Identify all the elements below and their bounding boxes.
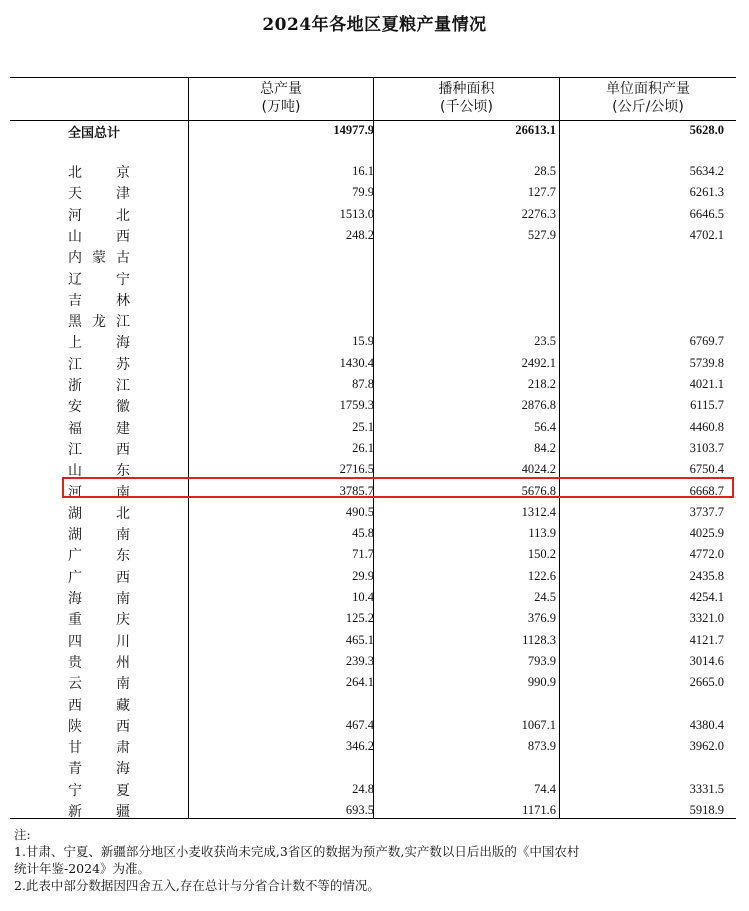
region-name-char: 湖: [68, 505, 82, 522]
output-value: 1513.0: [339, 206, 374, 221]
table-row: [10, 225, 736, 246]
region-name-char: 西: [68, 697, 82, 714]
region-name-char: 安: [68, 399, 82, 416]
area-value: 990.9: [527, 675, 556, 690]
region-name: [68, 311, 130, 331]
yield-value: 6769.7: [689, 334, 724, 349]
yield-value: 3014.6: [689, 653, 724, 668]
region-name-char: 西: [116, 569, 130, 586]
region-name-char: 川: [116, 633, 130, 650]
table-row: [10, 757, 736, 778]
output-value: 45.8: [352, 526, 374, 541]
region-name-char: 南: [116, 676, 130, 693]
table-row: [10, 268, 736, 289]
area-value: 122.6: [527, 568, 556, 583]
region-name: [68, 226, 130, 246]
table-row: [10, 694, 736, 715]
output-value: 25.1: [352, 419, 374, 434]
area-value: 2276.3: [521, 206, 556, 221]
output-value: 16.1: [352, 164, 374, 178]
yield-value: 3331.5: [689, 781, 724, 796]
region-name-char: 古: [116, 250, 130, 267]
table-row: [10, 182, 736, 203]
region-name-char: 东: [116, 463, 130, 480]
region-name: [68, 801, 130, 821]
region-name-char: 广: [68, 569, 82, 586]
region-name-char: 徽: [116, 399, 130, 416]
area-value: 56.4: [534, 419, 556, 434]
header-area-line1: 播种面积: [438, 81, 495, 97]
region-name-char: 重: [68, 612, 82, 629]
notes-line-2: 统计年鉴-2024》为准。: [14, 861, 151, 876]
yield-value: 5634.2: [689, 164, 724, 178]
header-yield: [560, 80, 736, 116]
region-name-char: 庆: [116, 612, 130, 629]
region-name-char: 河: [68, 484, 82, 501]
region-name: [68, 737, 130, 757]
yield-value: 3962.0: [689, 739, 724, 754]
yield-value: 4380.4: [689, 717, 724, 732]
area-value: 127.7: [527, 185, 556, 200]
area-value: 5676.8: [521, 483, 556, 498]
region-name-char: 上: [68, 335, 82, 352]
region-name-char: 河: [68, 207, 82, 224]
yield-value: 6261.3: [689, 185, 724, 200]
area-value: 74.4: [534, 781, 556, 796]
notes-line-3: 2.此表中部分数据因四舍五入,存在总计与分省合计数不等的情况。: [14, 878, 380, 893]
region-name: [68, 183, 130, 203]
region-name-char: 云: [68, 676, 82, 693]
area-value: 527.9: [527, 227, 556, 242]
region-name-char: 四: [68, 633, 82, 650]
yield-value: 5918.9: [689, 803, 724, 817]
region-name-char: 南: [116, 591, 130, 607]
region-name-char: 青: [68, 761, 82, 778]
region-name-char: 广: [68, 548, 82, 565]
table-row: [10, 736, 736, 757]
region-name-char: 州: [116, 654, 130, 671]
table-row: [10, 353, 736, 374]
region-name: [68, 269, 130, 289]
region-name-char: 苏: [116, 356, 130, 373]
table-row: [10, 502, 736, 523]
region-name: [68, 205, 130, 225]
region-name: [68, 716, 130, 736]
region-name: [68, 396, 130, 416]
output-value: 1430.4: [339, 355, 374, 370]
total-output: 14977.9: [333, 123, 374, 137]
output-value: 10.4: [352, 590, 374, 604]
region-name-char: 建: [116, 420, 130, 437]
table-row: [10, 715, 736, 736]
region-name-char: 东: [116, 548, 130, 565]
area-value: 23.5: [534, 334, 556, 349]
region-name-char: 京: [116, 165, 130, 181]
region-name-char: 北: [68, 165, 82, 181]
table-row: [10, 566, 736, 587]
table-row: [10, 800, 736, 821]
region-name-char: 浙: [68, 378, 82, 394]
table-row: [10, 331, 736, 352]
region-name-char: 肃: [116, 740, 130, 757]
region-name-char: 辽: [68, 271, 82, 288]
table-row: [10, 544, 736, 565]
area-value: 1128.3: [522, 632, 556, 647]
output-value: 87.8: [352, 377, 374, 391]
table-row: [10, 779, 736, 800]
yield-value: 6115.7: [690, 398, 724, 413]
yield-value: 6668.7: [689, 483, 724, 498]
yield-value: 4702.1: [689, 227, 724, 242]
region-name-char: 夏: [116, 782, 130, 799]
area-value: 793.9: [527, 653, 556, 668]
yield-value: 5739.8: [689, 355, 724, 370]
output-value: 26.1: [352, 440, 374, 455]
region-name-char: 龙: [92, 314, 106, 331]
region-name-char: 疆: [116, 804, 130, 820]
yield-value: 4025.9: [689, 526, 724, 541]
region-name-char: 宁: [68, 782, 82, 799]
header-output-line1: 总产量: [260, 81, 302, 97]
yield-value: 4772.0: [689, 547, 724, 562]
output-value: 125.2: [345, 611, 374, 626]
table-row: [10, 289, 736, 310]
region-name-char: 海: [116, 761, 130, 778]
region-name-char: 内: [68, 250, 82, 267]
output-value: 79.9: [352, 185, 374, 200]
region-name: [68, 503, 130, 523]
output-value: 693.5: [345, 803, 374, 817]
region-name: [68, 162, 130, 182]
total-area: 26613.1: [515, 123, 556, 137]
region-name-char: 黑: [68, 314, 82, 331]
output-value: 264.1: [345, 675, 374, 690]
region-name: [68, 247, 130, 267]
region-name-char: 江: [116, 378, 130, 394]
area-value: 4024.2: [521, 462, 556, 477]
output-value: 2716.5: [339, 462, 374, 477]
region-name-char: 江: [68, 441, 82, 458]
yield-value: 6750.4: [689, 462, 724, 477]
yield-value: 4121.7: [689, 632, 724, 647]
table-row: [10, 672, 736, 693]
yield-value: 4460.8: [689, 419, 724, 434]
total-row: [10, 122, 736, 143]
region-name: [68, 418, 130, 438]
region-name-char: 宁: [116, 271, 130, 288]
region-name-char: 南: [116, 527, 130, 544]
henan-highlight-box: [62, 477, 734, 498]
table-row: [10, 438, 736, 459]
table-title: 2024年各地区夏粮产量情况: [262, 15, 487, 35]
notes-label: 注:: [14, 827, 31, 842]
region-name: [68, 354, 130, 374]
yield-value: 3103.7: [689, 440, 724, 455]
output-value: 71.7: [352, 547, 374, 562]
total-yield: 5628.0: [689, 123, 724, 137]
area-value: 873.9: [527, 739, 556, 754]
table-row: [10, 310, 736, 331]
table-row: [10, 246, 736, 267]
area-value: 113.9: [528, 526, 556, 541]
area-value: 2492.1: [521, 355, 556, 370]
region-name-char: 贵: [68, 654, 82, 671]
region-name-char: 甘: [68, 740, 82, 757]
area-value: 1312.4: [521, 504, 556, 519]
yield-value: 4254.1: [689, 590, 724, 604]
region-name-char: 山: [68, 463, 82, 480]
total-label: 全国总计: [68, 126, 121, 141]
area-value: 1171.6: [522, 803, 556, 817]
region-name: [68, 545, 130, 565]
region-name-char: 山: [68, 228, 82, 245]
yield-value: 3321.0: [689, 611, 724, 626]
header-output-unit: (万吨): [261, 99, 301, 115]
region-name: [68, 375, 130, 395]
output-value: 15.9: [352, 334, 374, 349]
region-name-char: 湖: [68, 527, 82, 544]
output-value: 1759.3: [339, 398, 374, 413]
yield-value: 2665.0: [689, 675, 724, 690]
output-value: 490.5: [345, 504, 374, 519]
region-name-char: 西: [116, 718, 130, 735]
area-value: 376.9: [527, 611, 556, 626]
region-name: [68, 332, 130, 352]
area-value: 1067.1: [521, 717, 556, 732]
table-row: [10, 523, 736, 544]
area-value: 84.2: [534, 440, 556, 455]
region-name: [68, 631, 130, 651]
region-name-char: 林: [116, 292, 130, 309]
output-value: 3785.7: [339, 483, 374, 498]
table-row: [10, 587, 736, 608]
region-name-char: 北: [116, 207, 130, 224]
output-value: 248.2: [345, 227, 374, 242]
region-name: [68, 695, 130, 715]
header-area-unit: (千公顷): [440, 99, 493, 115]
header-yield-unit: (公斤/公顷): [612, 99, 684, 115]
area-value: 2876.8: [521, 398, 556, 413]
yield-value: 4021.1: [689, 377, 724, 391]
region-name-char: 西: [116, 228, 130, 245]
table-row: [10, 204, 736, 225]
table-row: [10, 374, 736, 395]
region-name: [68, 652, 130, 672]
output-value: 24.8: [352, 781, 374, 796]
table-row: [10, 417, 736, 438]
yield-value: 3737.7: [689, 504, 724, 519]
region-name: [68, 524, 130, 544]
region-name-char: 天: [68, 186, 82, 203]
region-name-char: 津: [116, 186, 130, 203]
output-value: 239.3: [345, 653, 374, 668]
region-name-char: 蒙: [92, 250, 106, 267]
region-name-char: 海: [116, 335, 130, 352]
yield-value: 2435.8: [689, 568, 724, 583]
region-name: [68, 673, 130, 693]
table-row: [10, 608, 736, 629]
region-name-char: 江: [68, 356, 82, 373]
table-row: [10, 395, 736, 416]
output-value: 465.1: [345, 632, 374, 647]
region-name: [68, 588, 130, 608]
area-value: 218.2: [527, 377, 556, 391]
region-name-char: 新: [68, 804, 82, 820]
region-name-char: 海: [68, 591, 82, 607]
region-name: [68, 567, 130, 587]
region-name-char: 西: [116, 441, 130, 458]
region-name-char: 陕: [68, 718, 82, 735]
region-name: [68, 758, 130, 778]
area-value: 24.5: [534, 590, 556, 604]
region-name-char: 藏: [116, 697, 130, 714]
region-name: [68, 290, 130, 310]
region-name-char: 江: [116, 314, 130, 331]
region-name: [68, 780, 130, 800]
yield-value: 6646.5: [689, 206, 724, 221]
region-name-char: 吉: [68, 292, 82, 309]
table-row: [10, 651, 736, 672]
region-name-char: 福: [68, 420, 82, 437]
area-value: 28.5: [534, 164, 556, 178]
region-name-char: 南: [116, 484, 130, 501]
output-value: 29.9: [352, 568, 374, 583]
region-name: [68, 439, 130, 459]
output-value: 467.4: [345, 717, 374, 732]
notes: [14, 826, 734, 894]
area-value: 150.2: [527, 547, 556, 562]
header-output: [189, 80, 373, 116]
region-name: [68, 609, 130, 629]
header-yield-line1: 单位面积产量: [606, 81, 690, 97]
notes-line-1: 1.甘肃、宁夏、新疆部分地区小麦收获尚未完成,3省区的数据为预产数,实产数以日后出版的《中国农村: [14, 844, 580, 859]
header-area: [374, 80, 559, 116]
table-row: [10, 630, 736, 651]
table-row: [10, 161, 736, 182]
output-value: 346.2: [345, 739, 374, 754]
region-name-char: 北: [116, 505, 130, 522]
